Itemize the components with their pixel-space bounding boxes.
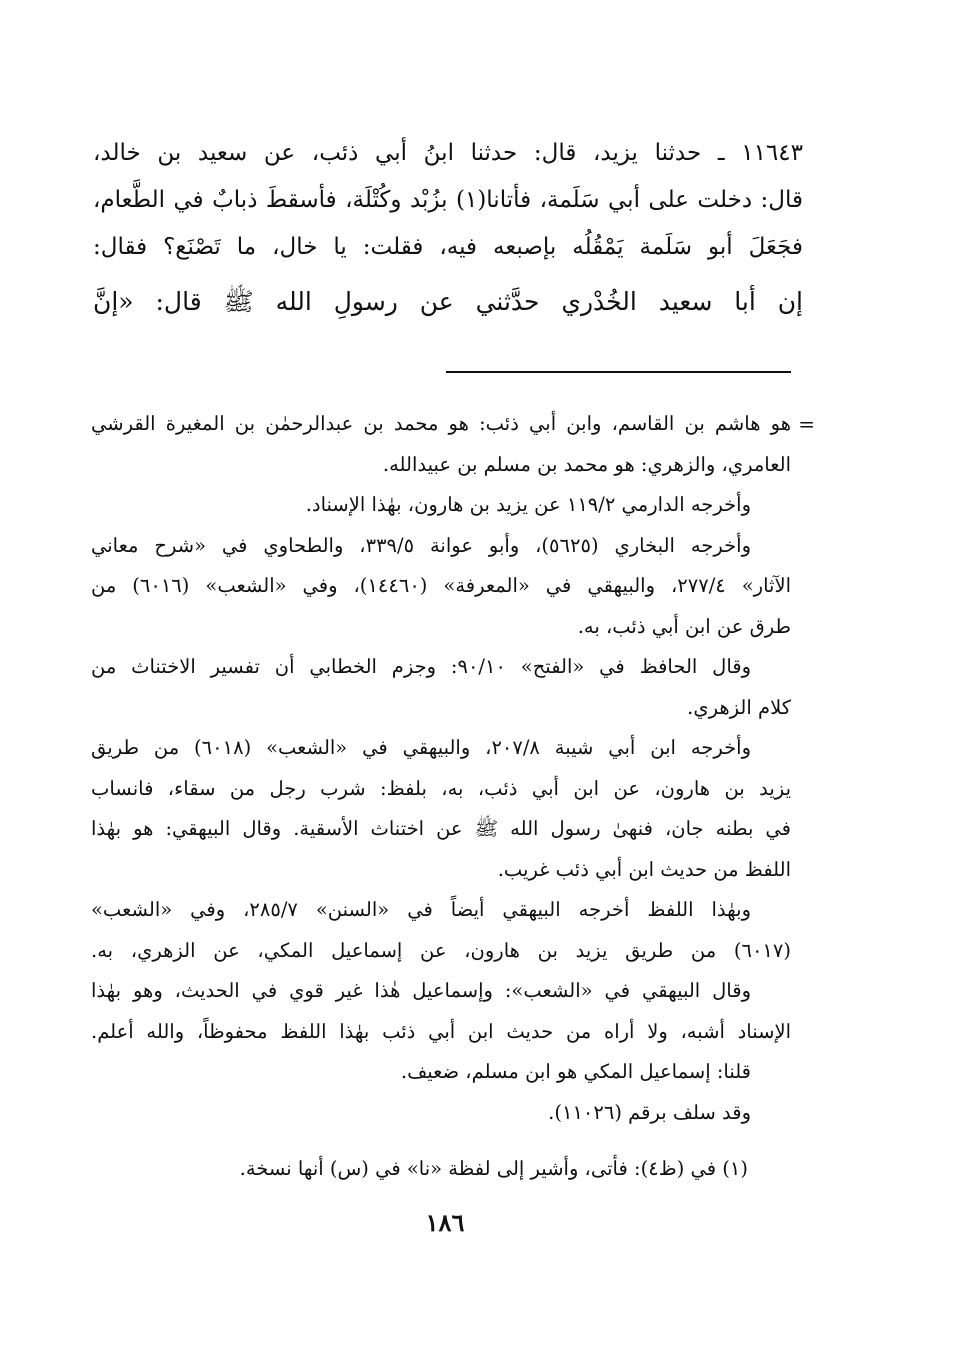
hadith-line: قال: دخلت على أبي سَلَمة، فأتانا(١) بزُبْد وكُتْلَة، فأسقطَ ذبابٌ في الطَّعام، xyxy=(93,187,803,213)
note-line: الإسناد أشبه، ولا أراه من حديث ابن أبي ذئب بهٰذا اللفظ محفوظاً، والله أعلم. xyxy=(91,1019,791,1043)
hadith-text xyxy=(93,130,803,327)
note-line: وأخرجه البخاري (٥٦٢٥)، وأبو عوانة ٣٣٩/٥، والطحاوي في «شرح معاني xyxy=(91,533,751,557)
footnote: (١) في (ظ٤): فأتى، وأشير إلى لفظة «نا» في (س) أنها نسخة. xyxy=(239,1157,748,1180)
note-line: في بطنه جان، فنهىٰ رسول الله ﷺ عن اختناث الأسقية. وقال البيهقي: هو بهٰذا xyxy=(91,817,791,840)
note-line: وأخرجه ابن أبي شيبة ٢٠٧/٨، والبيهقي في «الشعب» (٦٠١٨) من طريق xyxy=(91,736,751,759)
hadith-line: إن أبا سعيد الخُدْري حدَّثني عن رسولِ الله ﷺ قال: «إنَّ xyxy=(93,287,803,316)
note-line: وأخرجه الدارمي ١١٩/٢ عن يزيد بن هارون، بهٰذا الإسناد. xyxy=(305,493,751,516)
note-line: وقال البيهقي في «الشعب»: وإسماعيل هٰذا غير قوي في الحديث، وهو بهٰذا xyxy=(91,979,751,1002)
note-line: العامري، والزهري: هو محمد بن مسلم بن عبيدالله. xyxy=(382,452,791,476)
note-line: يزيد بن هارون، عن ابن أبي ذئب، به، بلفظ: شرب رجل من سقاء، فانساب xyxy=(91,776,791,800)
note-line: كلام الزهري. xyxy=(687,695,791,719)
continuation-mark: = xyxy=(798,412,815,436)
note-line: اللفظ من حديث ابن أبي ذئب غريب. xyxy=(497,857,791,881)
hadith-line: فجَعَلَ أبو سَلَمة يَمْقُلُه بإصبعه فيه، فقلت: يا خال، ما تَصْنَع؟ فقال: xyxy=(93,234,803,260)
hadith-line: ١١٦٤٣ ـ حدثنا يزيد، قال: حدثنا ابنُ أبي ذئب، عن سعيد بن خالد، xyxy=(93,140,803,166)
note-line: طرق عن ابن أبي ذئب، به. xyxy=(577,614,791,638)
note-line: قلنا: إسماعيل المكي هو ابن مسلم، ضعيف. xyxy=(400,1060,751,1083)
note-line: وبهٰذا اللفظ أخرجه البيهقي أيضاً في «السنن» ٢٨٥/٧، وفي «الشعب» xyxy=(91,898,751,921)
note-line: الآثار» ٢٧٧/٤، والبيهقي في «المعرفة» (١٤٤٦٠)، وفي «الشعب» (٦٠١٦) من xyxy=(91,574,791,597)
note-line: هو هاشم بن القاسم، وابن أبي ذئب: هو محمد بن عبدالرحمٰن بن المغيرة القرشي xyxy=(91,412,791,435)
note-line: وقد سلف برقم (١١٠٢٦). xyxy=(548,1100,751,1124)
page-number: ١٨٦ xyxy=(425,1208,465,1237)
commentary-notes xyxy=(91,404,791,1133)
footnote-divider xyxy=(446,371,791,373)
note-line: وقال الحافظ في «الفتح» ٩٠/١٠: وجزم الخطابي أن تفسير الاختناث من xyxy=(91,655,751,678)
note-line: (٦٠١٧) من طريق يزيد بن هارون، عن إسماعيل المكي، عن الزهري، به. xyxy=(91,938,791,962)
